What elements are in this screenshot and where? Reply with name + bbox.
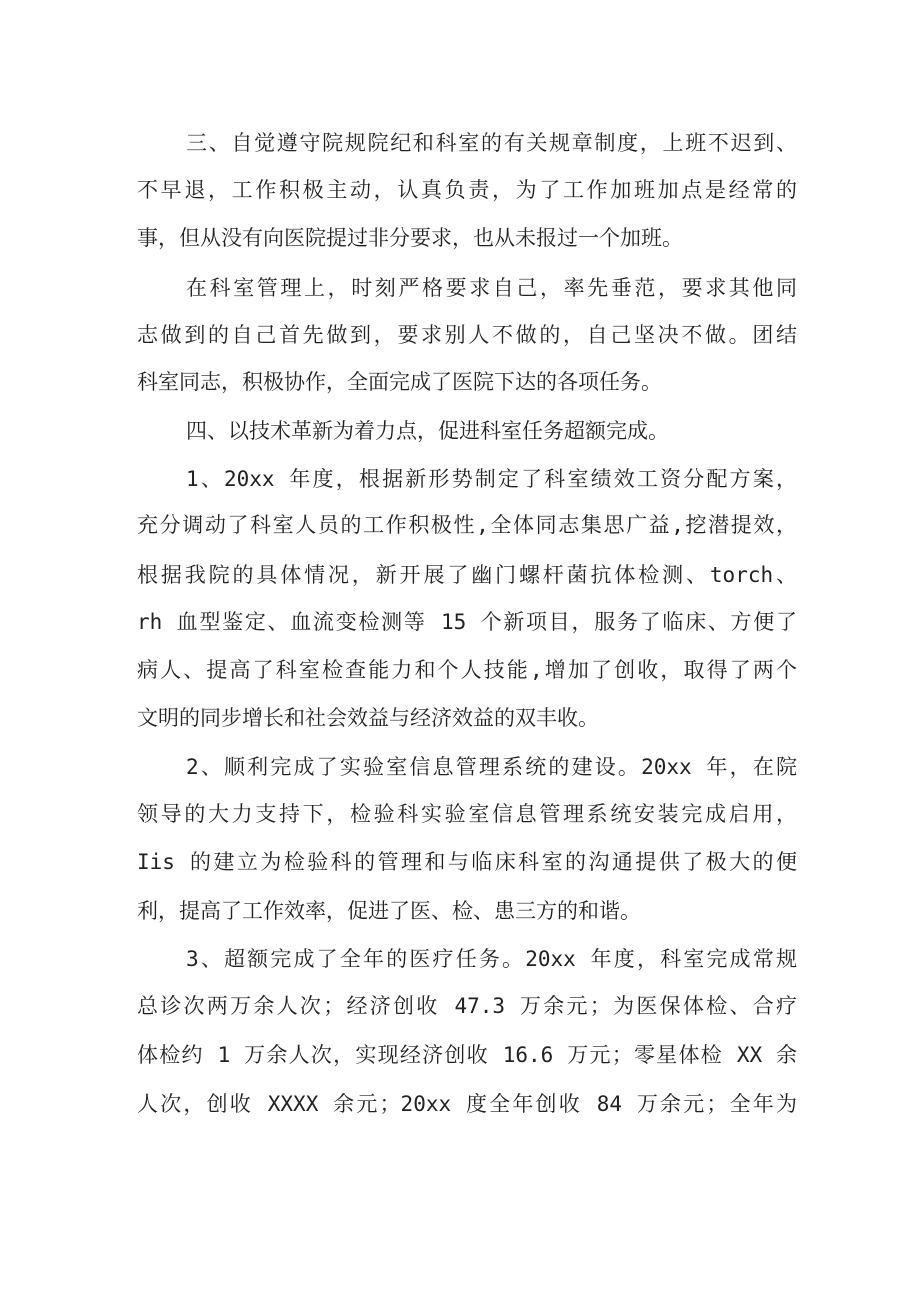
paragraph-line: 体检约 1 万余人次，实现经济创收 16.6 万元；零星体检 XX 余 — [137, 1043, 797, 1067]
paragraph-line: Iis 的建立为检验科的管理和与临床科室的沟通提供了极大的便 — [137, 850, 797, 874]
paragraph-line: 文明的同步增长和社会效益与经济效益的双丰收。 — [137, 706, 599, 730]
paragraph-line: 利，提高了工作效率，促进了医、检、患三方的和谐。 — [137, 899, 641, 923]
paragraph-line: 志做到的自己首先做到，要求别人不做的，自己坚决不做。团结 — [137, 323, 797, 347]
paragraph-line: 人次，创收 XXXX 余元；20xx 度全年创收 84 万余元；全年为 — [137, 1092, 797, 1116]
paragraph-line: 领导的大力支持下，检验科实验室信息管理系统安装完成启用， — [137, 802, 797, 826]
paragraph-line: 充分调动了科室人员的工作积极性,全体同志集思广益,挖潜提效， — [137, 513, 797, 537]
paragraph-line: 1、20xx 年度，根据新形势制定了科室绩效工资分配方案， — [186, 467, 797, 491]
paragraph-line: 三、自觉遵守院规院纪和科室的有关规章制度，上班不迟到、 — [186, 131, 797, 155]
paragraph-line: 2、顺利完成了实验室信息管理系统的建设。20xx 年，在院 — [186, 755, 797, 779]
paragraph-line: 科室同志，积极协作，全面完成了医院下达的各项任务。 — [137, 370, 662, 394]
paragraph-line: 3、超额完成了全年的医疗任务。20xx 年度，科室完成常规 — [186, 947, 797, 971]
paragraph-line: rh 血型鉴定、血流变检测等 15 个新项目，服务了临床、方便了 — [137, 610, 797, 634]
paragraph-line: 事，但从没有向医院提过非分要求，也从未报过一个加班。 — [137, 226, 683, 250]
paragraph-line: 在科室管理上，时刻严格要求自己，率先垂范，要求其他同 — [186, 276, 797, 300]
paragraph-line: 病人、提高了科室检查能力和个人技能,增加了创收，取得了两个 — [137, 658, 797, 682]
paragraph-line: 根据我院的具体情况，新开展了幽门螺杆菌抗体检测、torch、 — [137, 563, 797, 587]
paragraph-line: 总诊次两万余人次；经济创收 47.3 万余元；为医保体检、合疗 — [137, 994, 797, 1018]
paragraph-line: 不早退，工作积极主动，认真负责，为了工作加班加点是经常的 — [137, 178, 797, 202]
section-heading: 四、以技术革新为着力点，促进科室任务超额完成。 — [186, 419, 669, 443]
